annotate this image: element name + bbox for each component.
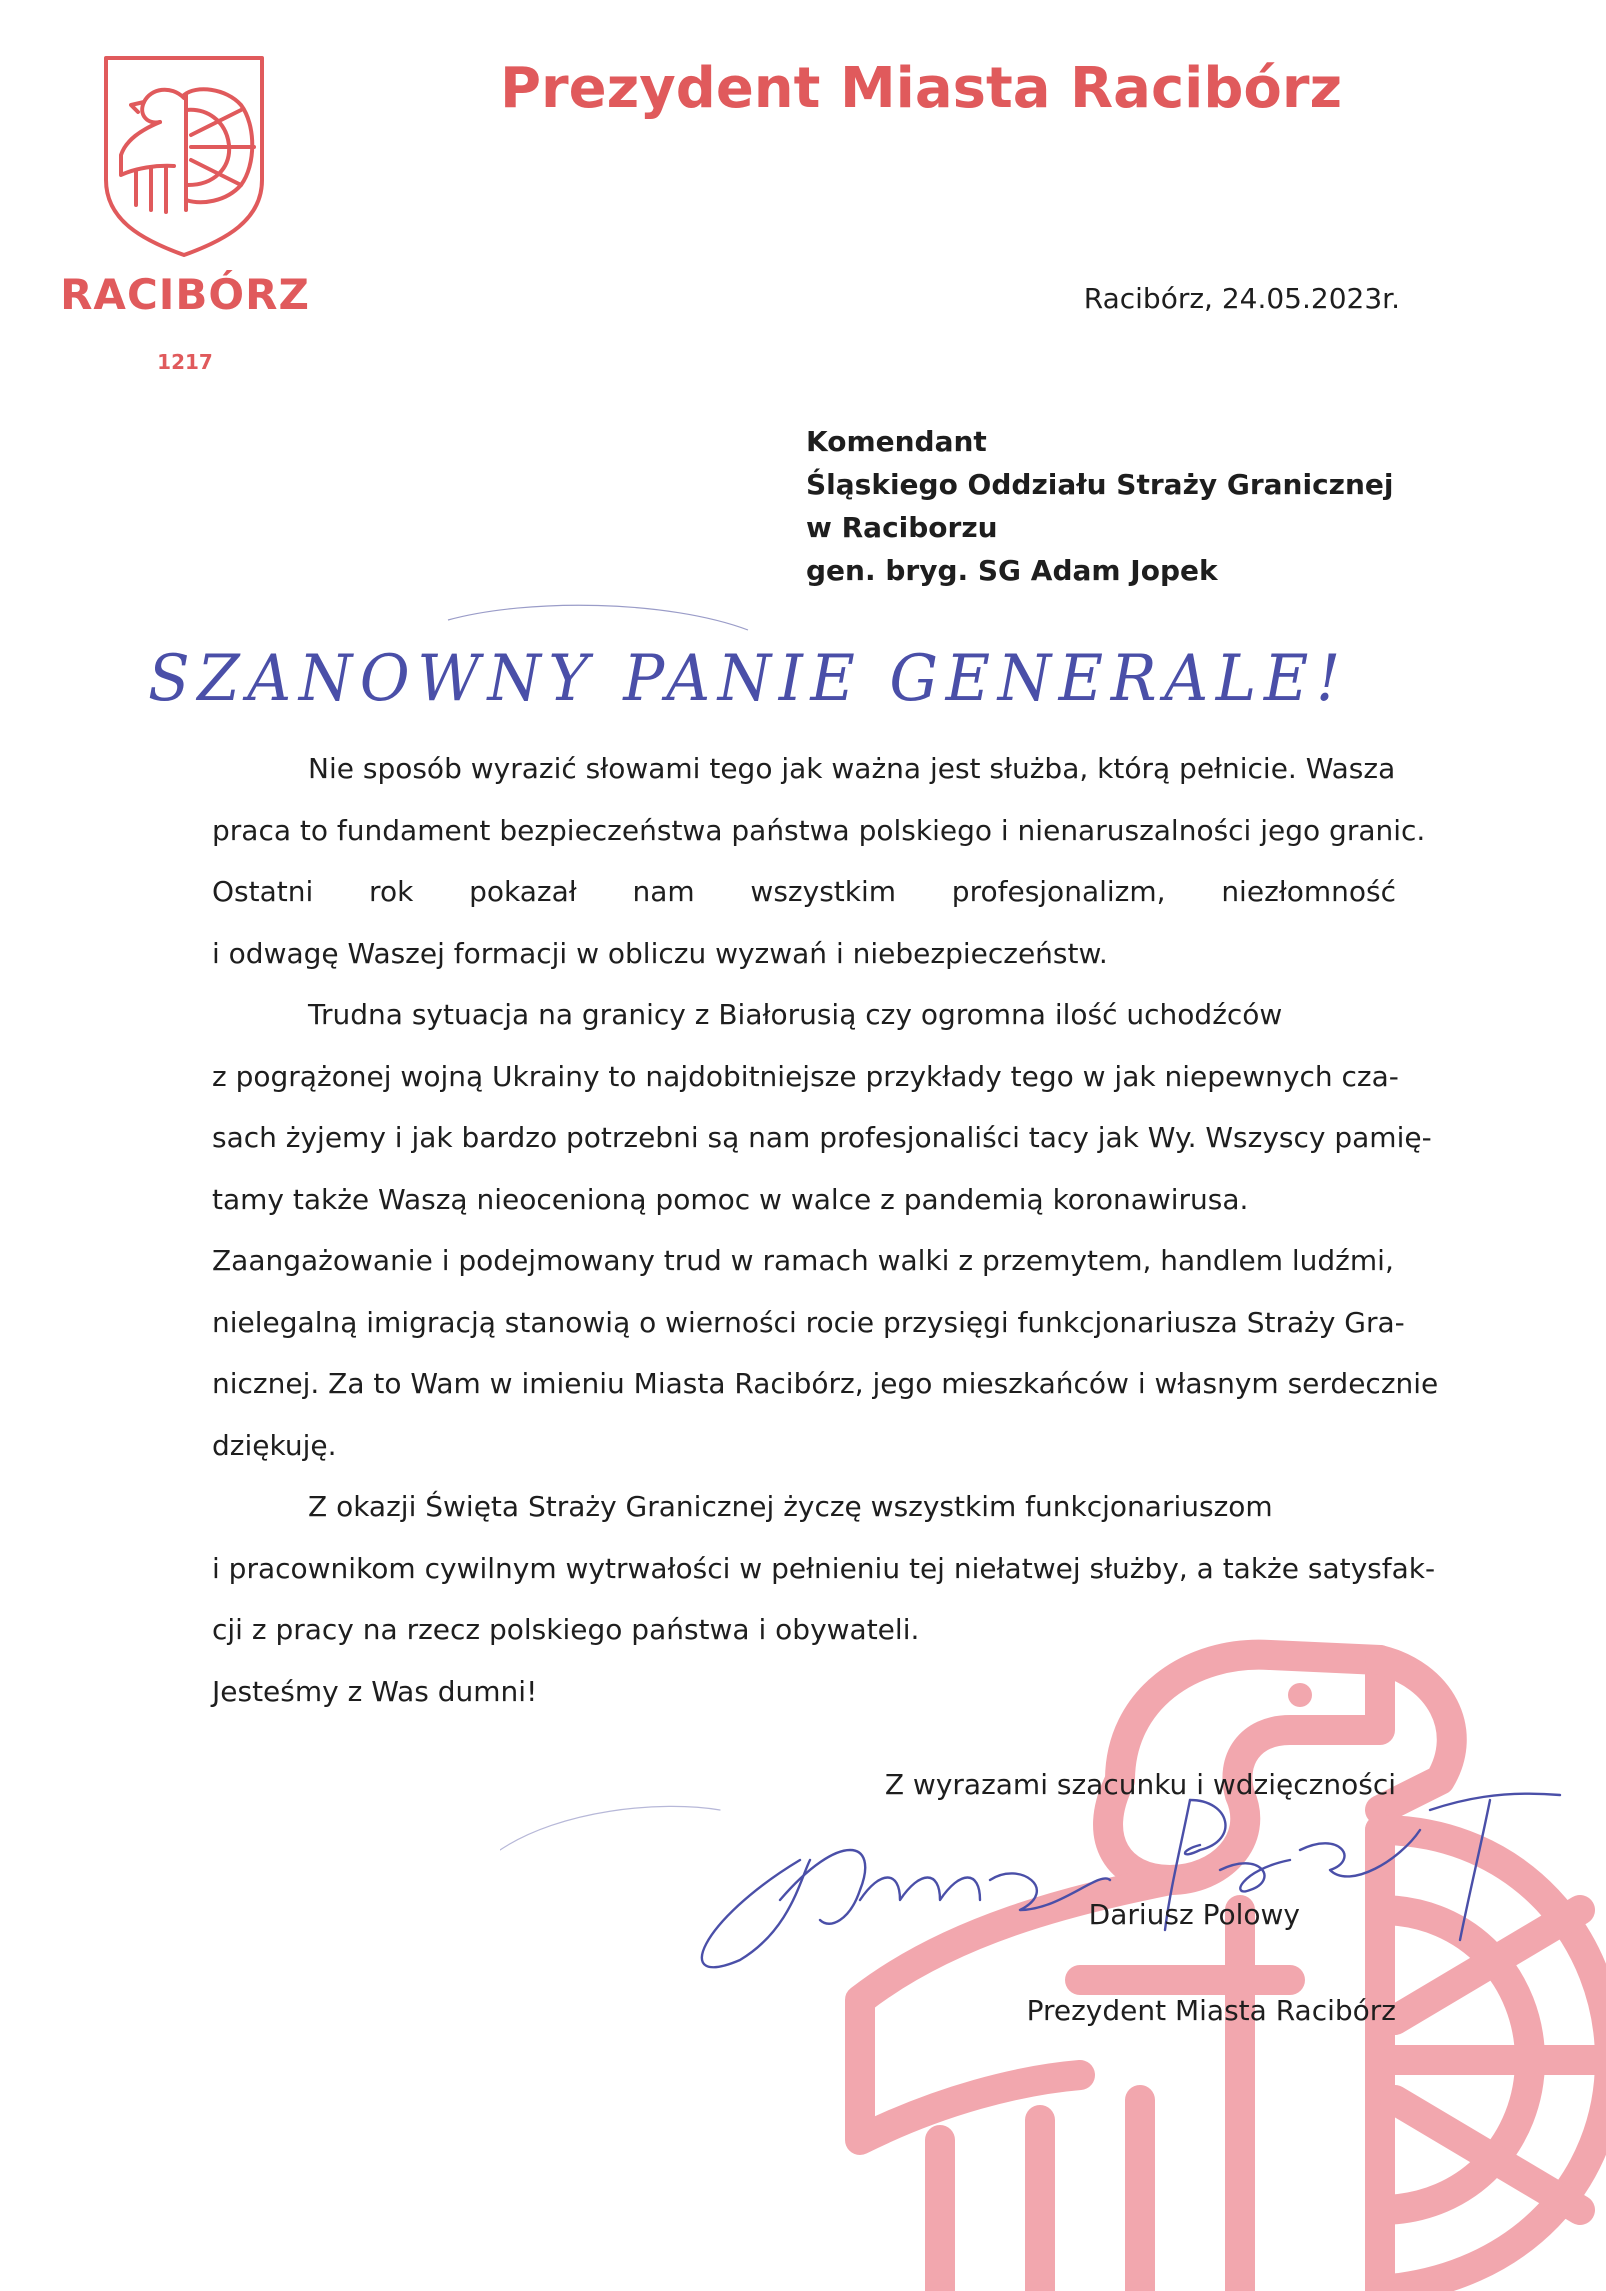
body-line: Trudna sytuacja na granicy z Białorusią czy ogromna ilość uchodźców bbox=[308, 998, 1283, 1031]
body-line: dziękuję. bbox=[212, 1428, 337, 1462]
signer-name: Dariusz Polowy bbox=[1088, 1898, 1300, 1931]
body-line: nielegalną imigracją stanowią o wierności rocie przysięgi funkcjonariusza Straży Gra- bbox=[212, 1305, 1405, 1339]
paragraph-3 bbox=[212, 1476, 1436, 1661]
body-line: cji z pracy na rzecz polskiego państwa i obywateli. bbox=[212, 1613, 920, 1646]
recipient-line: gen. bryg. SG Adam Jopek bbox=[806, 554, 1218, 587]
recipient-line: w Raciborzu bbox=[806, 511, 998, 544]
signer-title: Prezydent Miasta Racibórz bbox=[1026, 1994, 1396, 2027]
body-line: i pracownikom cywilnym wytrwałości w pełnieniu tej niełatwej służby, a także satysfak- bbox=[212, 1551, 1436, 1585]
recipient-line: Śląskiego Oddziału Straży Granicznej bbox=[806, 468, 1394, 501]
logo-year: 1217 bbox=[157, 350, 213, 374]
raciborz-crest-logo bbox=[96, 50, 272, 260]
recipient-line: Komendant bbox=[806, 425, 987, 458]
body-line: nicznej. Za to Wam w imieniu Miasta Racibórz, jego mieszkańców i własnym serdecznie bbox=[212, 1367, 1439, 1400]
paragraph-2 bbox=[212, 984, 1439, 1476]
letter-body bbox=[212, 738, 1439, 1722]
body-line: z pogrążonej wojną Ukrainy to najdobitniejsze przykłady tego w jak niepewnych cza- bbox=[212, 1059, 1399, 1093]
body-line: Nie sposób wyrazić słowami tego jak ważna jest służba, którą pełnicie. Wasza bbox=[308, 752, 1396, 785]
body-line: praca to fundament bezpieczeństwa państwa polskiego i nienaruszalności jego granic. bbox=[212, 813, 1426, 847]
recipient-block bbox=[806, 420, 1566, 592]
body-line: tamy także Waszą nieocenioną pomoc w walce z pandemią koronawirusa. bbox=[212, 1182, 1249, 1216]
handwritten-signature bbox=[500, 1790, 1600, 2000]
closing-phrase: Z wyrazami szacunku i wdzięczności bbox=[884, 1768, 1396, 1801]
paragraph-1 bbox=[212, 738, 1426, 984]
body-line: Zaangażowanie i podejmowany trud w ramach walki z przemytem, handlem ludźmi, bbox=[212, 1244, 1394, 1277]
body-line: i odwagę Waszej formacji w obliczu wyzwań i niebezpieczeństw. bbox=[212, 936, 1108, 970]
body-line: Z okazji Święta Straży Granicznej życzę wszystkim funkcjonariuszom bbox=[308, 1490, 1273, 1523]
body-line: Ostatni rok pokazał nam wszystkim profesjonalizm, niezłomność bbox=[212, 875, 1396, 908]
body-line: sach żyjemy i jak bardzo potrzebni są nam profesjonaliści tacy jak Wy. Wszyscy pamię- bbox=[212, 1121, 1432, 1154]
logo-city-name: RACIBÓRZ bbox=[60, 270, 310, 319]
salutation-text: SZANOWNY PANIE GENERALE! bbox=[148, 642, 1348, 716]
handwritten-salutation bbox=[148, 600, 1448, 730]
closing-exclamation: Jesteśmy z Was dumni! bbox=[212, 1674, 538, 1708]
letter-date: Racibórz, 24.05.2023r. bbox=[1083, 282, 1400, 315]
letterhead-title: Prezydent Miasta Racibórz bbox=[500, 56, 1343, 121]
